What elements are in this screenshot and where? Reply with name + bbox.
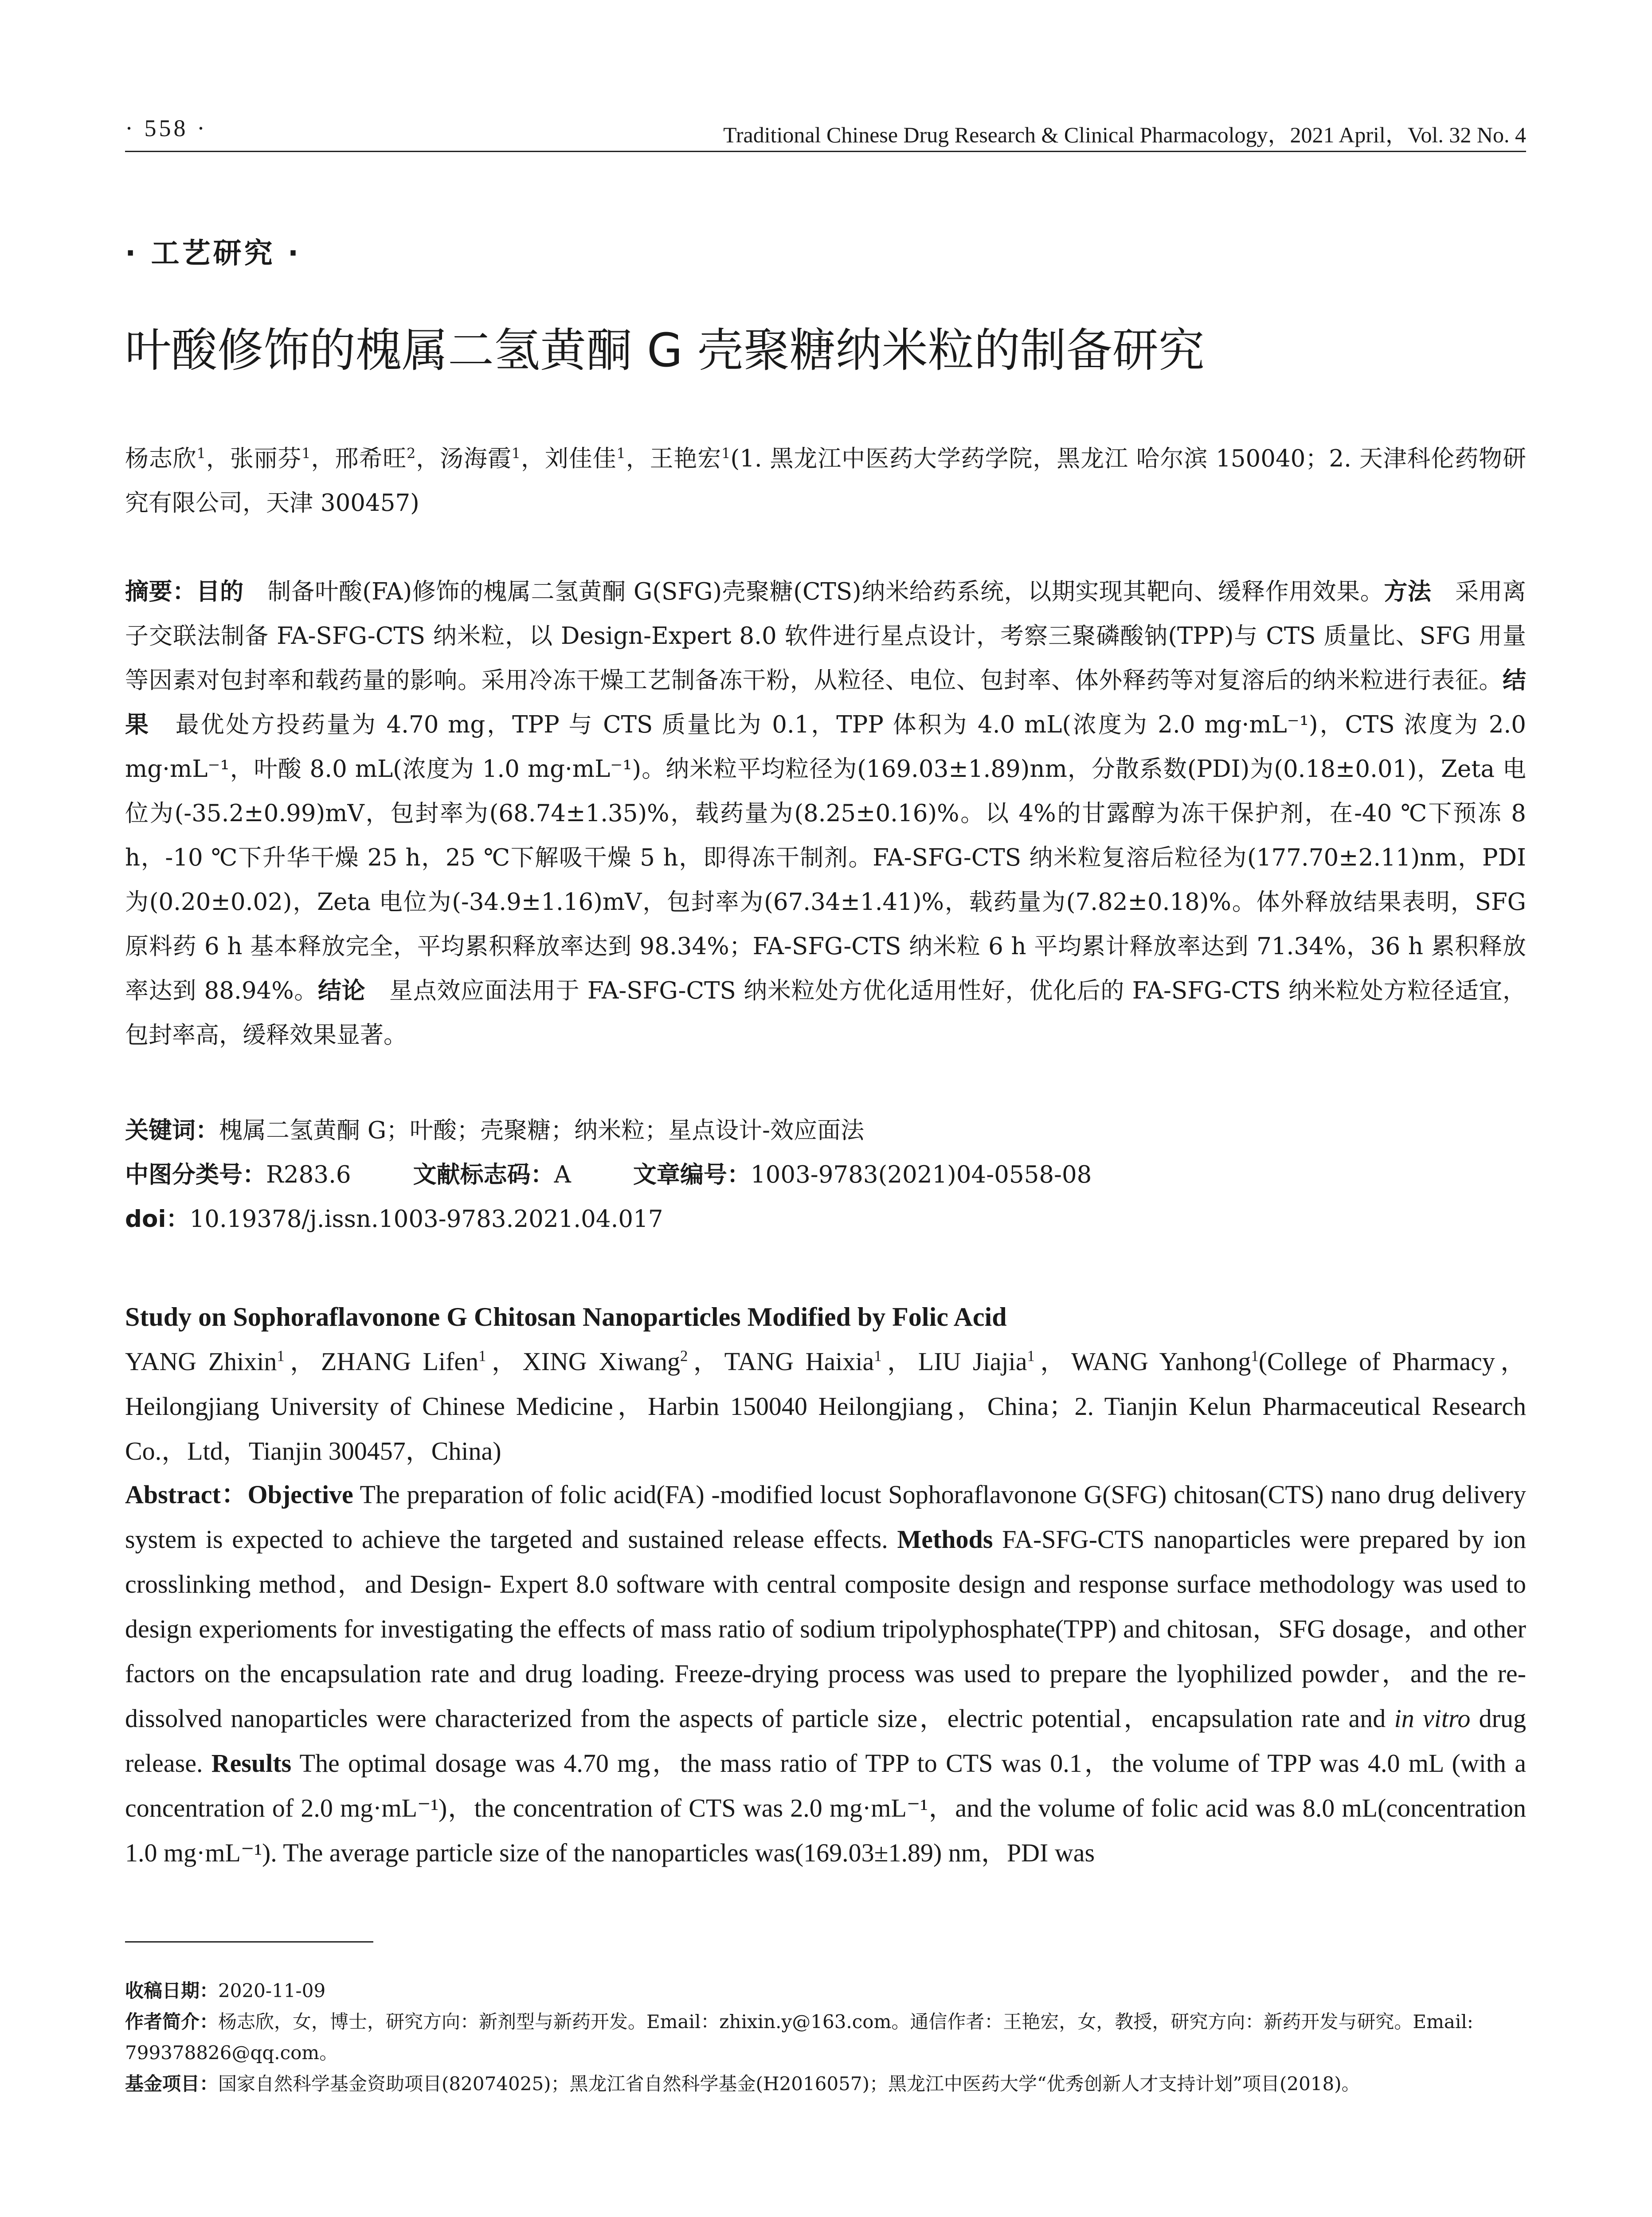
received-label: 收稿日期： xyxy=(125,1980,219,2002)
objective-label-en: Objective xyxy=(247,1480,353,1509)
article-title-en: Study on Sophoraflavonone G Chitosan Nanoparticles Modified by Folic Acid xyxy=(125,1302,1007,1332)
objective-text: 制备叶酸(FA)修饰的槐属二氢黄酮 G(SFG)壳聚糖(CTS)纳米给药系统，以期实现其靶向、缓释作用效果。 xyxy=(243,578,1384,605)
conclusion-text: 星点效应面法用于 FA-SFG-CTS 纳米粒处方优化适用性好，优化后的 FA-SFG-CTS 纳米粒处方粒径适宜，包封率高，缓释效果显著。 xyxy=(125,977,1527,1049)
page-number: · 558 · xyxy=(125,115,207,141)
author-name: 汤海霞 xyxy=(440,445,512,472)
doc-code-value: A xyxy=(554,1161,571,1188)
section-label: · 工艺研究 · xyxy=(125,237,301,270)
methods-text-en: FA-SFG-CTS nanoparticles were prepared by ion crosslinking method，and Design- Expert 8.0 software with central composite design and response surface methodology was used to design experioments for investigating the effects of mass ratio of sodium tripolyphosphate(TPP) and chitosan，SFG dosage，and other factors on the encapsulation rate and drug loading. Freeze-drying process was used to prepare the lyophilized powder，and the re-dissolved nanoparticles were characterized from the aspects of particle size，electric potential，encapsulation rate and xyxy=(125,1525,1526,1733)
author-affil-sup: 1 xyxy=(616,445,626,462)
in-vitro-italic: in vitro xyxy=(1394,1704,1471,1733)
abstract-cn xyxy=(125,570,1526,1058)
funding xyxy=(125,2068,1526,2099)
affiliation-cn: (1. 黑龙江中医药大学药学院，黑龙江 哈尔滨 150040；2. 天津科伦药物研究有限公司，天津 300457) xyxy=(125,445,1527,517)
author-affil-sup: 1 xyxy=(478,1347,486,1365)
author-name: 刘佳佳 xyxy=(544,445,617,472)
results-label: 结果 xyxy=(125,667,1526,738)
author-affil-sup: 1 xyxy=(196,445,206,462)
methods-label-en: Methods xyxy=(897,1525,993,1554)
abstract-label: 摘要： xyxy=(125,578,196,605)
authors-cn: 杨志欣$^1$，张丽芬$^1$，邢希旺$^2$，汤海霞$^1$，刘佳佳$^1$，王艳宏$^1$(1. 黑龙江中医药大学药学院，黑龙江 哈尔滨 150040；2. 天津科伦药物研究有限公司，天津 300457) xyxy=(125,445,1527,517)
author-affil-sup: 1 xyxy=(874,1347,882,1365)
author-affil-sup: 2 xyxy=(680,1347,688,1365)
running-header xyxy=(125,111,1526,152)
author-name: XING Xiwang xyxy=(522,1347,680,1376)
received-value: 2020-11-09 xyxy=(218,1980,326,2002)
doi-row xyxy=(125,1197,1526,1242)
author-bio xyxy=(125,2006,1526,2068)
author-name: ZHANG Lifen xyxy=(321,1347,479,1376)
funding-value: 国家自然科学基金资助项目(82074025)；黑龙江省自然科学基金(H2016057)；黑龙江中医药大学“优秀创新人才支持计划”项目(2018)。 xyxy=(218,2073,1360,2095)
author-bio-value: 杨志欣，女，博士，研究方向：新剂型与新药开发。Email：zhixin.y@163.com。通信作者：王艳宏，女，教授，研究方向：新药开发与研究。Email: 799378826@qq.com。 xyxy=(125,2011,1473,2064)
methods-text-en-tail: drug release. xyxy=(125,1704,1526,1778)
classification-row xyxy=(125,1153,1526,1197)
footnotes xyxy=(125,1975,1526,2099)
author-affil-sup: 2 xyxy=(407,445,416,462)
author-name: WANG Yanhong xyxy=(1071,1347,1251,1376)
keywords-value: 槐属二氢黄酮 G；叶酸；壳聚糖；纳米粒；星点设计-效应面法 xyxy=(219,1117,865,1144)
objective-text-en: The preparation of folic acid(FA) -modified locust Sophoraflavonone G(SFG) chitosan(CTS) nano drug delivery system is expected to achieve the targeted and sustained release effects. xyxy=(125,1480,1526,1554)
author-affil-sup: 1 xyxy=(1251,1347,1259,1365)
results-label-en: Results xyxy=(211,1749,292,1778)
keywords-label: 关键词： xyxy=(125,1117,219,1144)
abstract-en xyxy=(125,1472,1526,1875)
conclusion-label: 结论 xyxy=(317,977,366,1004)
results-text: 最优处方投药量为 4.70 mg，TPP 与 CTS 质量比为 0.1，TPP 体积为 4.0 mL(浓度为 2.0 mg·mL⁻¹)，CTS 浓度为 2.0 mg·mL⁻¹，叶酸 8.0 mL(浓度为 1.0 mg·mL⁻¹)。纳米粒平均粒径为(169.03±1.89)nm，分散系数(PDI)为(0.18±0.01)，Zeta 电位为(-35.2±0.99)mV，包封率为(68.74±1.35)%，载药量为(8.25±0.16)%。以 4%的甘露醇为冻干保护剂，在-40 ℃下预冻 8 h，-10 ℃下升华干燥 25 h，25 ℃下解吸干燥 5 h，即得冻干制剂。FA-SFG-CTS 纳米粒复溶后粒径为(177.70±2.11)nm，PDI 为(0.20±0.02)，Zeta 电位为(-34.9±1.16)mV，包封率为(67.34±1.41)%，载药量为(7.82±0.18)%。体外释放结果表明，SFG 原料药 6 h 基本释放完全，平均累积释放率达到 98.34%；FA-SFG-CTS 纳米粒 6 h 平均累计释放率达到 71.34%，36 h 累积释放率达到 88.94%。 xyxy=(125,711,1526,1004)
author-affil-sup: 1 xyxy=(721,445,731,462)
keywords-cn xyxy=(125,1108,1526,1153)
article-no-label: 文章编号： xyxy=(633,1161,751,1188)
doi-value: 10.19378/j.issn.1003-9783.2021.04.017 xyxy=(189,1206,663,1233)
author-name: 王艳宏 xyxy=(650,445,722,472)
article-no-value: 1003-9783(2021)04-0558-08 xyxy=(750,1161,1092,1188)
author-affil-sup: 1 xyxy=(1027,1347,1035,1365)
results-text-en: The optimal dosage was 4.70 mg，the mass ratio of TPP to CTS was 0.1，the volume of TPP was 4.0 mL (with a concentration of 2.0 mg·mL⁻¹)，the concentration of CTS was 2.0 mg·mL⁻¹，and the volume of folic acid was 8.0 mL(concentration 1.0 mg·mL⁻¹). The average particle size of the nanoparticles was(169.03±1.89) nm，PDI was xyxy=(125,1749,1526,1867)
author-name: LIU Jiajia xyxy=(918,1347,1027,1376)
author-name: TANG Haixia xyxy=(724,1347,874,1376)
journal-info: Traditional Chinese Drug Research & Clinical Pharmacology，2021 April，Vol. 32 No. 4 xyxy=(723,122,1526,147)
received-date xyxy=(125,1975,1526,2006)
methods-label: 方法 xyxy=(1384,578,1432,605)
author-affil-sup: 1 xyxy=(277,1347,285,1365)
author-affil-sup: 1 xyxy=(511,445,521,462)
abstract-label-en: Abstract： xyxy=(125,1480,248,1509)
author-name: 邢希旺 xyxy=(335,445,407,472)
author-affil-sup: 1 xyxy=(301,445,311,462)
doi-label: doi： xyxy=(125,1206,190,1233)
clc-value: R283.6 xyxy=(266,1161,351,1188)
author-name: 张丽芬 xyxy=(230,445,302,472)
affiliation-en: (College of Pharmacy，Heilongjiang University of Chinese Medicine，Harbin 150040 Heilongjiang，China；2. Tianjin Kelun Pharmaceutical Research Co.，Ltd，Tianjin 300457，China) xyxy=(125,1347,1526,1465)
authors-en: YANG Zhixin$^1$，ZHANG Lifen$^1$，XING Xiwang$^2$，TANG Haixia$^1$，LIU Jiajia$^1$，WANG Yanhong$^1$(College of Pharmacy，Heilongjiang University of Chinese Medicine，Harbin 150040 Heilongjiang，China；2. Tianjin Kelun Pharmaceutical Research Co.，Ltd，Tianjin 300457，China) xyxy=(125,1347,1526,1465)
funding-label: 基金项目： xyxy=(125,2073,219,2095)
author-bio-label: 作者简介： xyxy=(125,2011,219,2033)
objective-label: 目的 xyxy=(196,578,244,605)
methods-text: 采用离子交联法制备 FA-SFG-CTS 纳米粒，以 Design-Expert 8.0 软件进行星点设计，考察三聚磷酸钠(TPP)与 CTS 质量比、SFG 用量等因素对包封率和载药量的影响。采用冷冻干燥工艺制备冻干粉，从粒径、电位、包封率、体外释药等对复溶后的纳米粒进行表征。 xyxy=(125,578,1527,694)
clc-label: 中图分类号： xyxy=(125,1161,266,1188)
article-title-cn: 叶酸修饰的槐属二氢黄酮 G 壳聚糖纳米粒的制备研究 xyxy=(125,323,1205,377)
doc-code-label: 文献标志码： xyxy=(413,1161,554,1188)
meta-block xyxy=(125,1108,1526,1242)
footnote-divider xyxy=(125,1941,373,1943)
author-name: YANG Zhixin xyxy=(125,1347,277,1376)
author-name: 杨志欣 xyxy=(125,445,197,472)
